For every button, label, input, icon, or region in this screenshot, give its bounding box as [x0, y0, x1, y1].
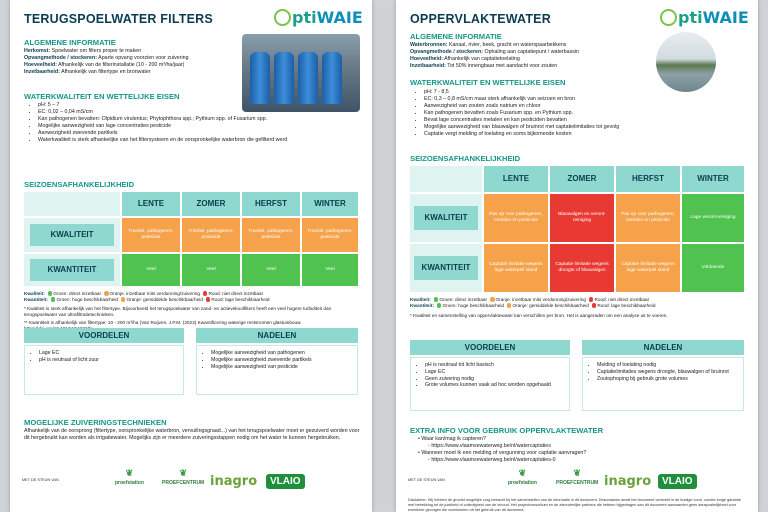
cell-kwantiteit-winter: Veel [302, 254, 358, 286]
voordelen-list [24, 345, 184, 395]
list-item: • Aanwezigheid zwevende partikels [38, 130, 360, 137]
col-header-zomer: ZOMER [182, 192, 240, 216]
section-heading-waterkwaliteit: WATERKWALITEIT EN WETTELIJKE EISEN [24, 92, 180, 101]
list-item: • Mogelijke aanwezigheid zwevende partikels [211, 357, 353, 364]
page-title: OPPERVLAKTEWATER [410, 12, 551, 26]
list-item: • Grote volumes kunnen vaak ad hoc worden opgehaald [425, 382, 565, 389]
footnote: * Kwaliteit is sterk afhankelijk van het filtertype. Bijvoorbeeld het terugspoelwater van zand- en actievekoolfilters heeft een veel hogere turbiditeit dan terugspoelwater van ultrafiltratietechnieken. [24, 306, 332, 317]
list-item: • Mogelijke aanwezigheid van pathogenen [211, 350, 353, 357]
list-item: • Bevat lage concentraties metalen en kan pesticiden bevatten [424, 117, 746, 124]
leaf-icon: ❦ [125, 468, 134, 478]
cell-kwantiteit-herfst: Veel [242, 254, 300, 286]
row-header-kwantiteit: KWANTITEIT [30, 259, 114, 281]
cell-kwantiteit-winter: Voldoende [682, 244, 744, 292]
list-item: • pH: 7 - 8,5 [424, 89, 746, 96]
cell-kwantiteit-zomer: Captatie limitatie wegens droogte of blauwalgen [550, 244, 614, 292]
section-heading-zuivering: MOGELIJKE ZUIVERINGSTECHNIEKEN [24, 418, 167, 427]
section-heading-algemene: ALGEMENE INFORMATIE [24, 38, 116, 47]
col-header-herfst: HERFST [242, 192, 300, 216]
list-item: • Kan pathogenen bevatten zoals Fusarium spp. en Pythium spp. [424, 110, 746, 117]
col-header-herfst: HERFST [616, 166, 680, 192]
footnote: ** Kwantiteit is afhankelijk van filtertype; 10 - 200 m³/ha (Van Ruijven, J.P.M. (2023) Kwantificering waterige reststromen glastuinbouw. [24, 320, 302, 325]
list-item: • Waterkwaliteit is sterk afhankelijke van het filtersysteem en de oorspronkelijke waterbron die gefilterd werd [38, 137, 360, 144]
optiwaie-logo: ptiWAIE [660, 8, 746, 30]
voordelen-header: VOORDELEN [410, 340, 570, 355]
footer-logos: MET DE STEUN VAN ❦ proefstation ❦ PROEFCENTRUM inagro VLAIO [10, 466, 372, 502]
cell-kwaliteit-herfst: Troebel, pathogenen, pesticide [242, 218, 300, 252]
disclaimer: Disclaimer: Wij hebben de grootst mogelijke zorg betracht bij het samenstellen van de informatie in dit document. Desondanks wordt het document verstrekt in de huidige vorm, zonder enige garantie met betrekking tot de juistheid of volledigheid van de inhoud. Het projectconsortium en de afzonderlijke partners die hebben bijgedragen aan dit document aanvaarden geen aansprakelijkheid voor eventuele gevolgen die voortvloeien uit het gebruik van dit document. [408, 498, 741, 512]
section-heading-algemene: ALGEMENE INFORMATIE [410, 32, 502, 41]
list-item: • Aanwezigheid van zouten zoals natrium en chloor [424, 103, 746, 110]
nadelen-list [582, 357, 744, 411]
list-item: • pH is neutraal tot licht basisch [425, 362, 565, 369]
nadelen-list [196, 345, 358, 395]
cell-kwaliteit-lente: Pas op voor pathogenen, metalen en pesticide [484, 194, 548, 242]
zuivering-text: Afhankelijk van de oorsprong (filtertype, oorspronkelijke waterbron, vervuilingsgraad...) van het terugspoelwater moet er gezuiverd worden voor dit hergebruikt kan worden als irrigatiewater. Mogelijks zijn er meerdere zuiveringsstappen nodig om het water te kunnen hergebruiken. [24, 428, 360, 441]
proefcentrum-logo: ❦ PROEFCENTRUM [556, 468, 599, 486]
list-item: • EC: 0,02 – 0,04 mS/cm [38, 109, 360, 116]
cell-kwantiteit-zomer: Veel [182, 254, 240, 286]
section-heading-extra: EXTRA INFO VOOR GEBRUIK OPPERVLAKTEWATER [410, 426, 604, 435]
list-item: • Captatielimitaties wegens droogte, blauwalgen of bruinrot [597, 369, 739, 376]
leaf-icon: ❦ [518, 468, 527, 478]
nadelen-header: NADELEN [582, 340, 744, 355]
voordelen-list [410, 357, 570, 411]
cell-kwaliteit-zomer: Blauwalgen en veront-reiniging [550, 194, 614, 242]
col-header-winter: WINTER [302, 192, 358, 216]
surface-water-photo [656, 32, 716, 92]
vlaio-logo: VLAIO [658, 474, 697, 489]
list-item: • Geen zuivering nodig [425, 376, 565, 383]
proefstation-logo: ❦ proefstation [115, 468, 144, 486]
seasonality-table [410, 166, 744, 292]
link-watercaptaties[interactable]: https://www.vlaamsewaterweg.be/nl/watercaptaties [431, 443, 551, 449]
seasonality-table [24, 192, 358, 286]
col-header-lente: LENTE [122, 192, 180, 216]
cell-kwaliteit-winter: Troebel, pathogenen, pesticide [302, 218, 358, 252]
general-info: Herkomst: Spoelwater om filters proper te maken Opvangmethode / stockeren: Aparte opvang voorzien voor zuivering Hoeveelheid: Afhankelijk van de filterinstallatie (10 - 200 m³/ha/jaar) Inzetbaarheid: Afhankelijk van filtertype en bronwater [24, 48, 189, 75]
extra-info: • Waar kan/mag ik capteren? ◦ https://www.vlaamsewaterweg.be/nl/watercaptaties • Wanneer moet ik een melding of vergunning voor captatie aanvragen? ◦ https://www.vlaamsewaterweg.be/nl/watercaptaties-0 [418, 436, 587, 463]
factsheet-terugspoelwater [10, 0, 372, 512]
proefcentrum-logo: ❦ PROEFCENTRUM [162, 468, 205, 486]
section-heading-seizoens: SEIZOENSAFHANKELIJKHEID [24, 180, 135, 189]
col-header-winter: WINTER [682, 166, 744, 192]
nadelen-header: NADELEN [196, 328, 358, 343]
list-item: • Mogelijke aanwezigheid van blauwalgen of bruinrot met captatielimitaties tot gevolg [424, 124, 746, 131]
water-quality-list [416, 89, 746, 138]
list-item: • pH is neutraal of licht zuur [39, 357, 179, 364]
leaf-icon: ❦ [573, 468, 581, 478]
cell-kwaliteit-winter: Lage veront-reiniging [682, 194, 744, 242]
cell-kwaliteit-lente: Troebel, pathogenen, pesticide [122, 218, 180, 252]
list-item: • pH: 5 – 7 [38, 102, 360, 109]
row-header-kwaliteit: KWALITEIT [414, 206, 478, 230]
leaf-icon: ❦ [179, 468, 187, 478]
list-item: • Mogelijke aanwezigheid van pesticide [211, 364, 353, 371]
voordelen-header: VOORDELEN [24, 328, 184, 343]
list-item: • Kan pathogenen bevatten: Olpidium virulentus; Phytophthora spp.; Pythium spp. of Fusarium spp. [38, 116, 360, 123]
factsheet-oppervlaktewater [396, 0, 758, 512]
vlaio-logo: VLAIO [266, 474, 305, 489]
col-header-lente: LENTE [484, 166, 548, 192]
legend: Kwaliteit: Groen: direct inzetbaar Oranje: inzetbaar mits verdunning/zuivering Rood: niet direct inzetbaar Kwantiteit: Groen: hoge beschikbaarheid Oranje: gemiddelde beschikbaarheid Rood: lage beschikbaarheid [24, 291, 270, 303]
cell-kwantiteit-lente: Veel [122, 254, 180, 286]
footer-logos: MET DE STEUN VAN ❦ proefstation ❦ PROEFCENTRUM inagro VLAIO [396, 466, 758, 502]
list-item: • Melding of toelating nodig [597, 362, 739, 369]
list-item: • Mogelijke aanwezigheid van lage concentraties pesticide [38, 123, 360, 130]
link-watercaptaties-0[interactable]: https://www.vlaamsewaterweg.be/nl/watercaptaties-0 [431, 457, 556, 463]
proefstation-logo: ❦ proefstation [508, 468, 537, 486]
optiwaie-logo: ptiWAIE [274, 8, 360, 30]
list-item: • Lage EC [425, 369, 565, 376]
page-title: TERUGSPOELWATER FILTERS [24, 12, 213, 26]
water-quality-list [30, 102, 360, 144]
cell-kwaliteit-zomer: Troebel, pathogenen, pesticide [182, 218, 240, 252]
legend: Kwaliteit: Groen: direct inzetbaar Oranje: inzetbaar mits verdunning/zuivering Rood: niet direct inzetbaar Kwantiteit: Groen: hoge beschikbaarheid Oranje: gemiddelde beschikbaarheid Rood: lage beschikbaarheid [410, 297, 656, 309]
inagro-logo: inagro [604, 474, 652, 489]
row-header-kwantiteit: KWANTITEIT [414, 256, 478, 280]
list-item: • Captatie vergt melding of toelating en soms bijkomende kosten [424, 131, 746, 138]
cell-kwantiteit-herfst: Captatie limitatie wegens lage waterpeil stand [616, 244, 680, 292]
logo-o-icon [274, 9, 291, 26]
footnote: * Kwaliteit en samenstelling van oppervlaktewater kan verschillen per bron. Het is aangeraden om een analyse uit te voeren. [410, 313, 668, 318]
cell-kwantiteit-lente: Captatie limitatie wegens lage waterpeil stand [484, 244, 548, 292]
inagro-logo: inagro [210, 474, 258, 489]
cell-kwaliteit-herfst: Pas op voor pathogenen, metalen en pesticide [616, 194, 680, 242]
list-item: • Lage EC [39, 350, 179, 357]
col-header-zomer: ZOMER [550, 166, 614, 192]
list-item: • Zoutophoping bij gebruik grote volumes [597, 376, 739, 383]
general-info: Waterbronnen: Kanaal, rivier, beek, gracht en waterspaarbekkens Opvangmethode / stockeren: Ophaling aan captatiepunt / waterbassin Hoeveelheid: Afhankelijk van captatietoelating Inzetbaarheid: Tot 50% innengbaar met aandacht voor zouten [410, 42, 579, 69]
logo-o-icon [660, 9, 677, 26]
section-heading-waterkwaliteit: WATERKWALITEIT EN WETTELIJKE EISEN [410, 78, 566, 87]
section-heading-seizoens: SEIZOENSAFHANKELIJKHEID [410, 154, 521, 163]
filter-installation-photo [242, 34, 360, 112]
row-header-kwaliteit: KWALITEIT [30, 224, 114, 246]
list-item: • EC: 0,3 – 0,8 mS/cm maar sterk afhankelijk van seizoen en bron [424, 96, 746, 103]
